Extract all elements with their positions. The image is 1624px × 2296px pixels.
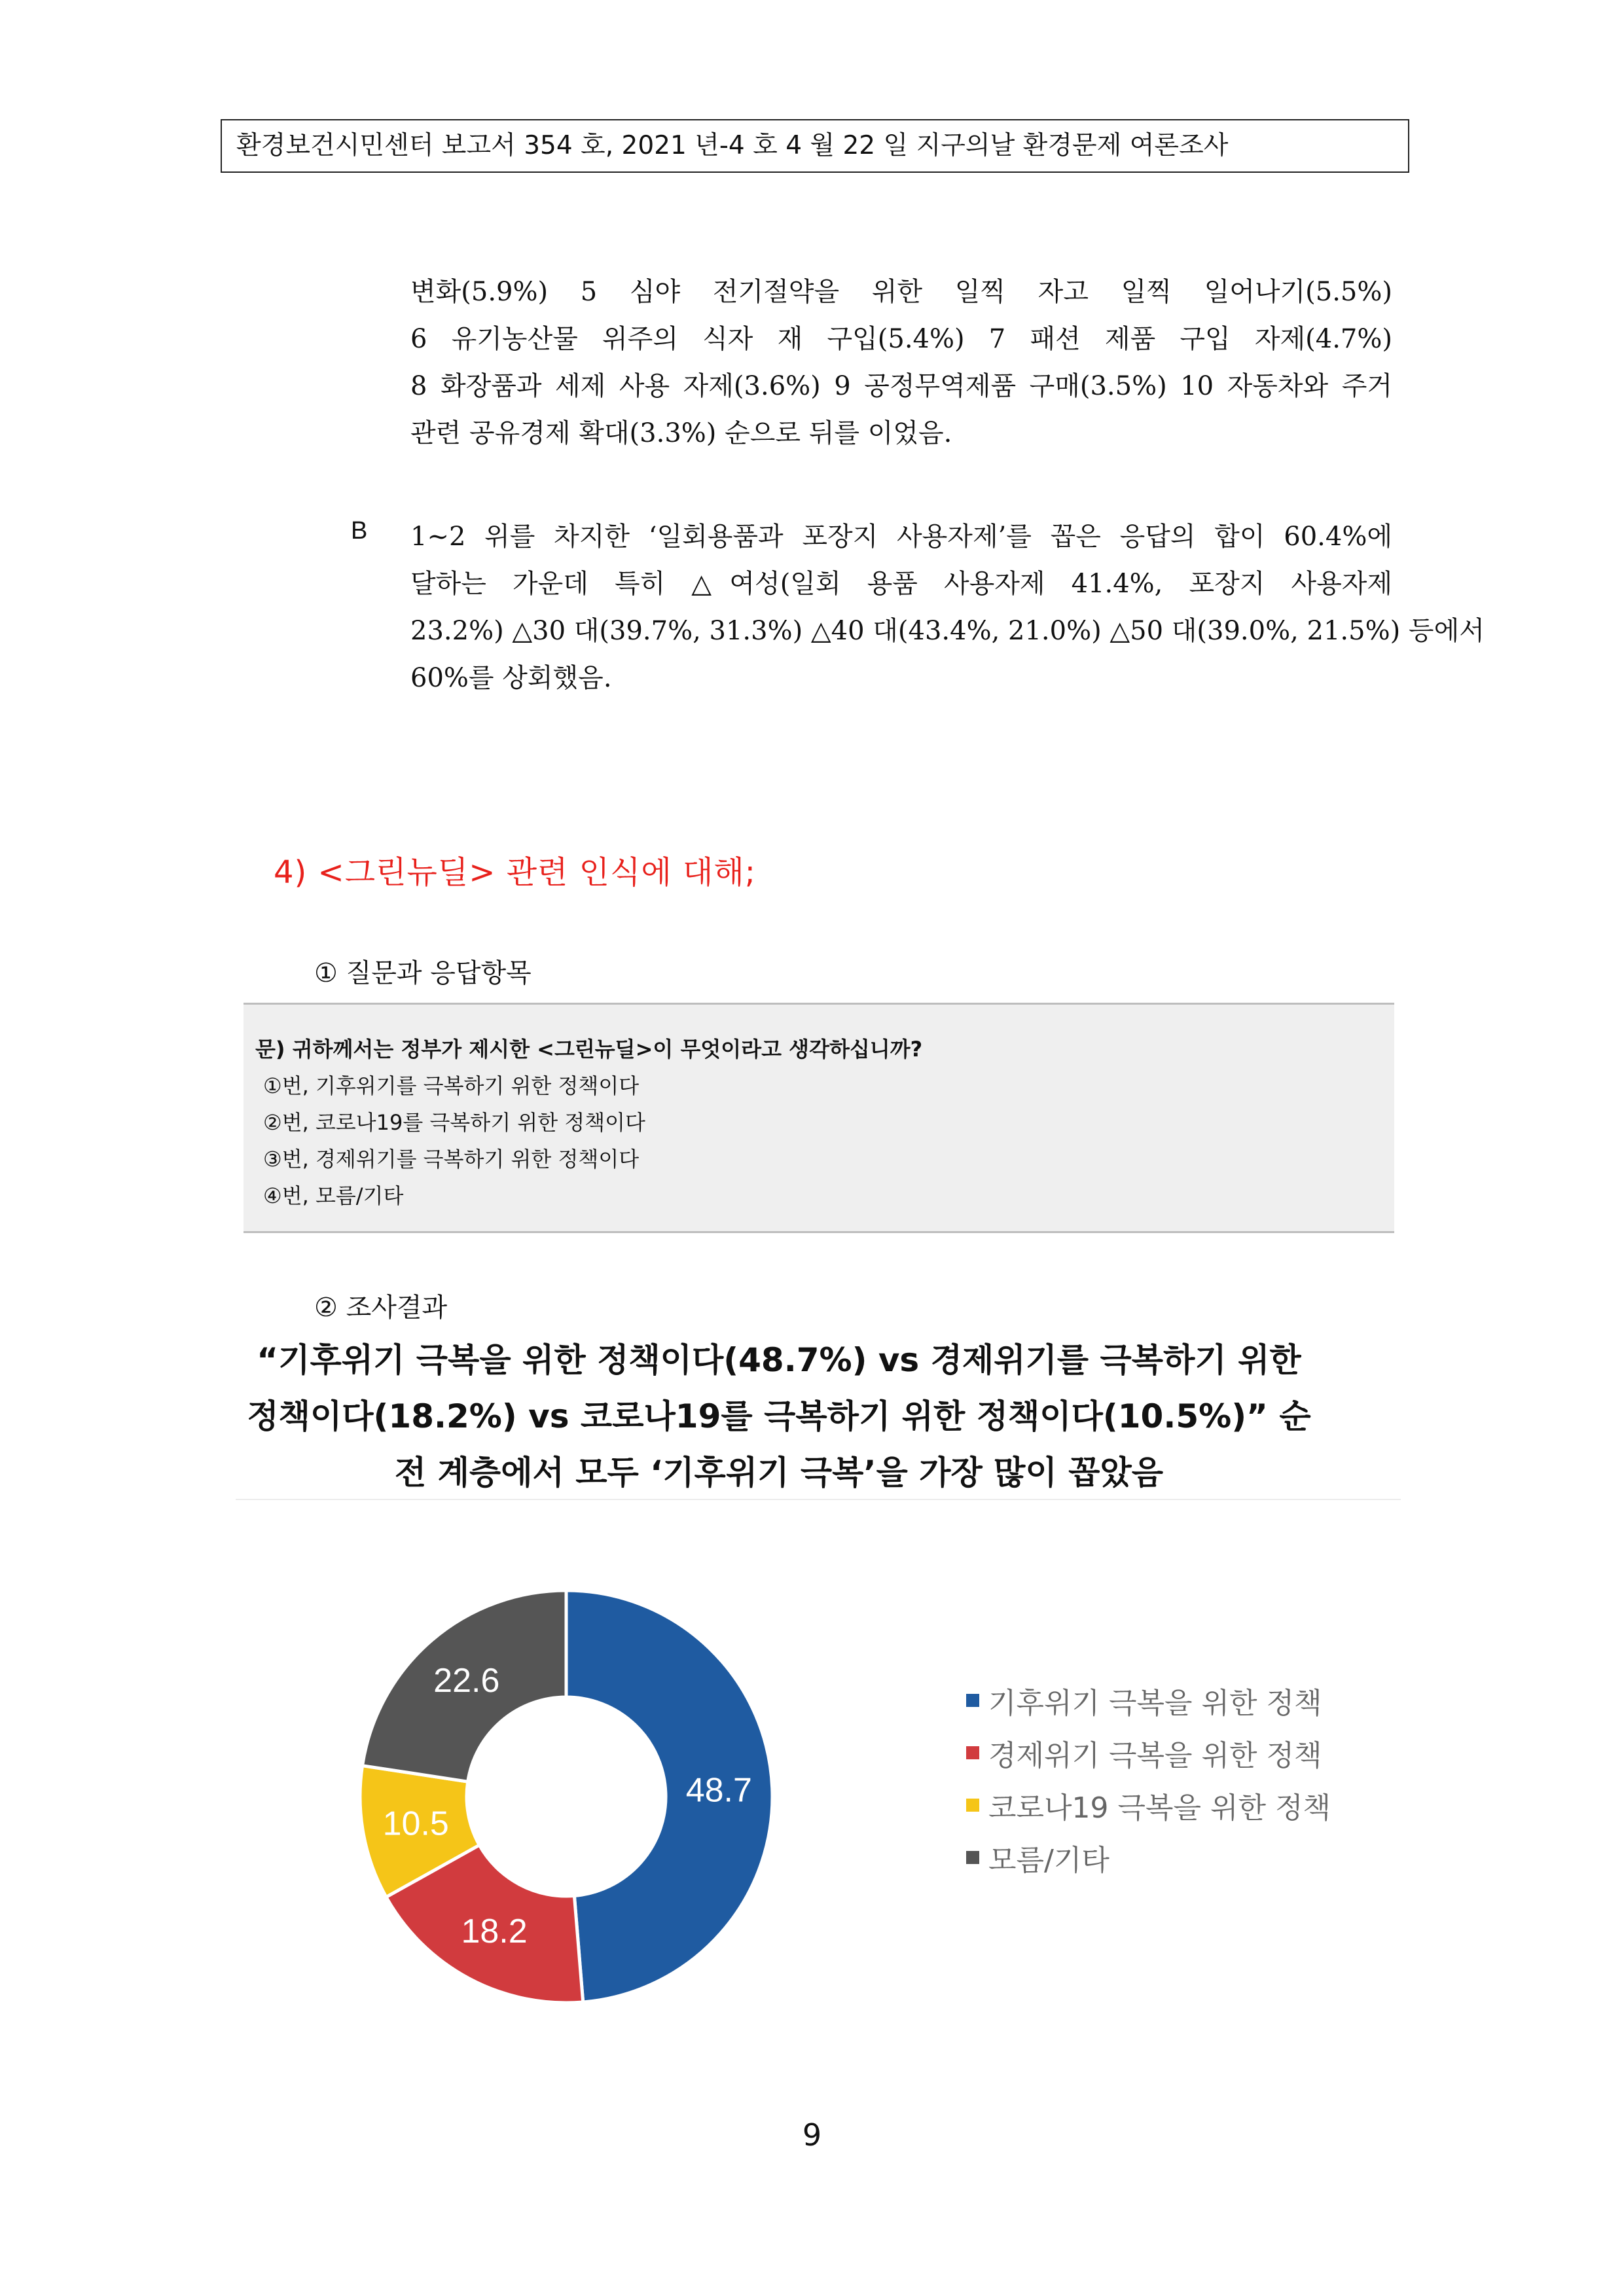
paragraph-line: 60%를 상회했음.	[410, 663, 612, 693]
report-header-text: 환경보건시민센터 보고서 354 호, 2021 년-4 호 4 월 22 일 지구의날 환경문제 여론조사	[236, 131, 1229, 160]
legend-swatch	[966, 1799, 979, 1812]
answer-option: ②번, 코로나19를 극복하기 위한 정책이다	[263, 1110, 645, 1135]
legend-label: 코로나19 극복을 위한 정책	[988, 1791, 1331, 1825]
question-text: 문) 귀하께서는 정부가 제시한 <그린뉴딜>이 무엇이라고 생각하십니까?	[255, 1037, 923, 1062]
answer-option: ①번, 기후위기를 극복하기 위한 정책이다	[263, 1073, 640, 1098]
legend-item	[966, 1831, 1331, 1884]
paragraph-line: 달하는 가운데 특히 △여성(일회 용품 사용자제 41.4%, 포장지 사용자제	[410, 569, 1392, 599]
pie-slice-label: 10.5	[382, 1804, 449, 1843]
legend-label: 기후위기 극복을 위한 정책	[988, 1687, 1322, 1720]
subsection-question-label: ① 질문과 응답항목	[314, 958, 532, 988]
paragraph-top-answers	[410, 513, 1485, 702]
headline-line: 전 계층에서 모두 ‘기후위기 극복’을 가장 많이 꼽았음	[394, 1454, 1164, 1492]
divider	[236, 1499, 1401, 1500]
legend-item	[966, 1727, 1331, 1779]
legend-label: 경제위기 극복을 위한 정책	[988, 1739, 1322, 1772]
legend-item	[966, 1779, 1331, 1831]
paragraph-ranking-continued	[410, 268, 1392, 457]
pie-slice-label: 48.7	[685, 1771, 752, 1810]
headline-line: “기후위기 극복을 위한 정책이다(48.7%) vs 경제위기를 극복하기 위한	[257, 1341, 1301, 1379]
paragraph-line: 변화(5.9%) 5 심야 전기절약을 위한 일찍 자고 일찍 일어나기(5.5%)	[410, 277, 1392, 307]
report-header	[221, 119, 1409, 173]
answer-option: ④번, 모름/기타	[263, 1183, 404, 1208]
legend-label: 모름/기타	[988, 1844, 1110, 1877]
pie-slice-label: 22.6	[433, 1661, 500, 1700]
legend-item	[966, 1674, 1331, 1727]
answer-option: ③번, 경제위기를 극복하기 위한 정책이다	[263, 1147, 640, 1172]
donut-chart-svg	[353, 1584, 812, 2016]
chart-legend	[966, 1674, 1331, 1884]
paragraph-line: 관련 공유경제 확대(3.3%) 순으로 뒤를 이었음.	[410, 418, 952, 448]
paragraph-line: 23.2%) △30 대(39.7%, 31.3%) △40 대(43.4%, 21.0%) △50 대(39.0%, 21.5%) 등에서	[410, 616, 1485, 646]
subsection-result-label: ② 조사결과	[314, 1293, 448, 1323]
paragraph-line: 6 유기농산물 위주의 식자 재 구입(5.4%) 7 패션 제품 구입 자제(4.7%)	[410, 324, 1392, 354]
legend-swatch	[966, 1694, 979, 1707]
paragraph-line: 8 화장품과 세제 사용 자제(3.6%) 9 공정무역제품 구매(3.5%) 10 자동차와 주거	[410, 371, 1392, 401]
legend-swatch	[966, 1851, 979, 1864]
paragraph-line: 1~2 위를 차지한 ‘일회용품과 포장지 사용자제’를 꼽은 응답의 합이 60.4%에	[410, 522, 1392, 552]
legend-swatch	[966, 1746, 979, 1759]
page-number: 9	[802, 2117, 822, 2153]
question-box	[244, 1003, 1394, 1233]
pie-slice-label: 18.2	[461, 1912, 528, 1951]
section-title: 4) <그린뉴딜> 관련 인식에 대해;	[274, 854, 756, 891]
result-headline	[229, 1332, 1329, 1501]
bullet-marker: B	[351, 517, 368, 545]
donut-chart	[353, 1584, 812, 2016]
headline-line: 정책이다(18.2%) vs 코로나19를 극복하기 위한 정책이다(10.5%)” 순	[247, 1397, 1311, 1435]
